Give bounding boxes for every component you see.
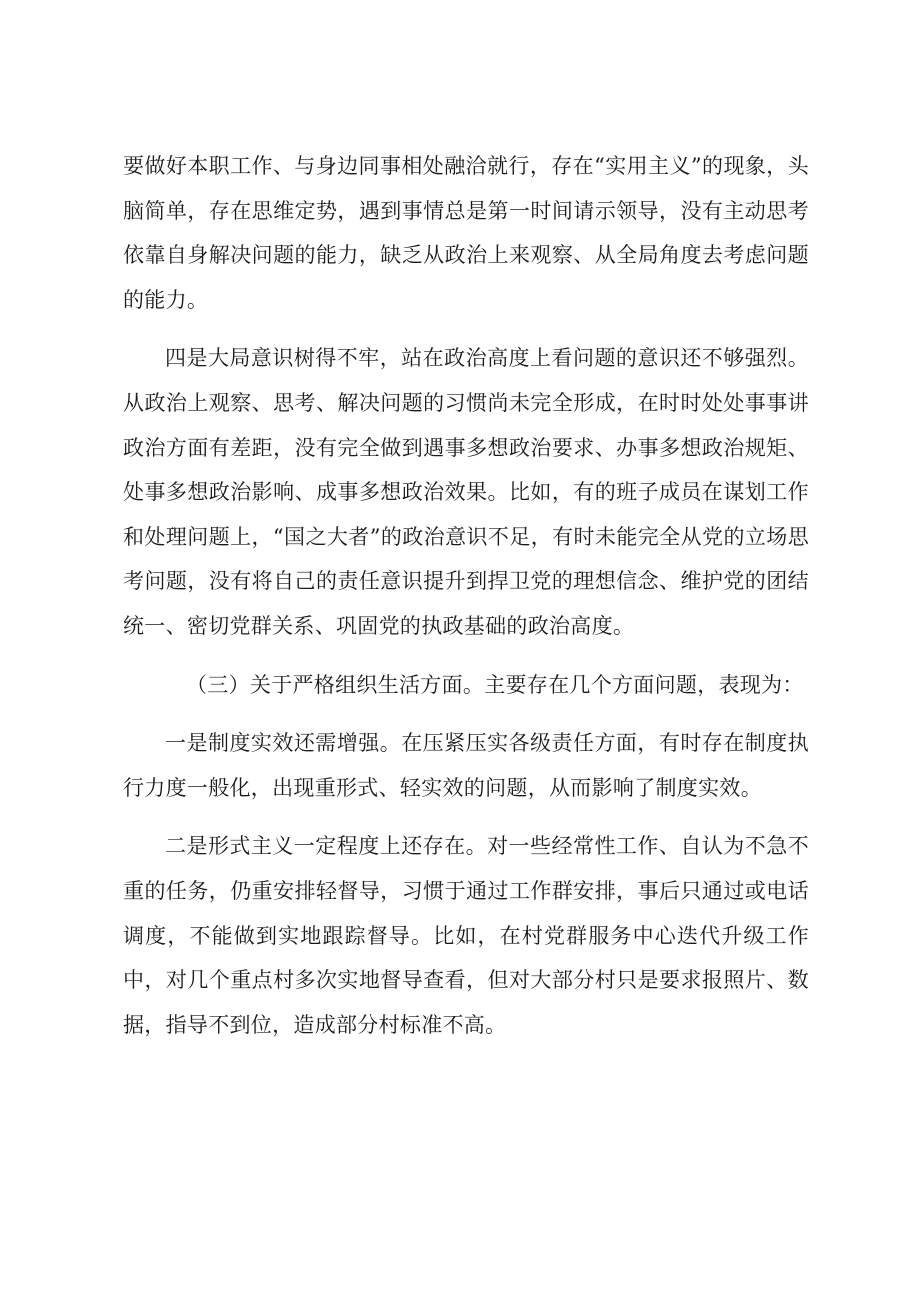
paragraph-big-picture-awareness: 四是大局意识树得不牢，站在政治高度上看问题的意识还不够强烈。从政治上观察、思考、解决问题的习惯尚未完全形成，在时时处处事事讲政治方面有差距，没有完全做到遇事多想政治要求、办事多想政治规矩、处事多想政治影响、成事多想政治效果。比如，有的班子成员在谋划工作和处理问题上，“国之大者”的政治意识不足，有时未能完全从党的立场思考问题，没有将自己的责任意识提升到捍卫党的理想信念、维护党的团结统一、密切党群关系、巩固党的执政基础的政治高度。 xyxy=(123,346,809,638)
section-heading-organizational-life: （三）关于严格组织生活方面。主要存在几个方面问题，表现为： xyxy=(186,672,804,697)
paragraph-system-effectiveness: 一是制度实效还需增强。在压紧压实各级责任方面，有时存在制度执行力度一般化，出现重形式、轻实效的问题，从而影响了制度实效。 xyxy=(123,731,809,800)
paragraph-formalism: 二是形式主义一定程度上还存在。对一些经常性工作、自认为不急不重的任务，仍重安排轻督导，习惯于通过工作群安排，事后只通过或电话调度，不能做到实地跟踪督导。比如，在村党群服务中心迭代升级工作中，对几个重点村多次实地督导查看，但对大部分村只是要求报照片、数据，指导不到位，造成部分村标准不高。 xyxy=(123,834,809,1037)
document-body xyxy=(123,144,809,1047)
paragraph-continuation: 要做好本职工作、与身边同事相处融洽就行，存在“实用主义”的现象，头脑简单，存在思维定势，遇到事情总是第一时间请示领导，没有主动思考依靠自身解决问题的能力，缺乏从政治上来观察、从全局角度去考虑问题的能力。 xyxy=(123,154,809,312)
